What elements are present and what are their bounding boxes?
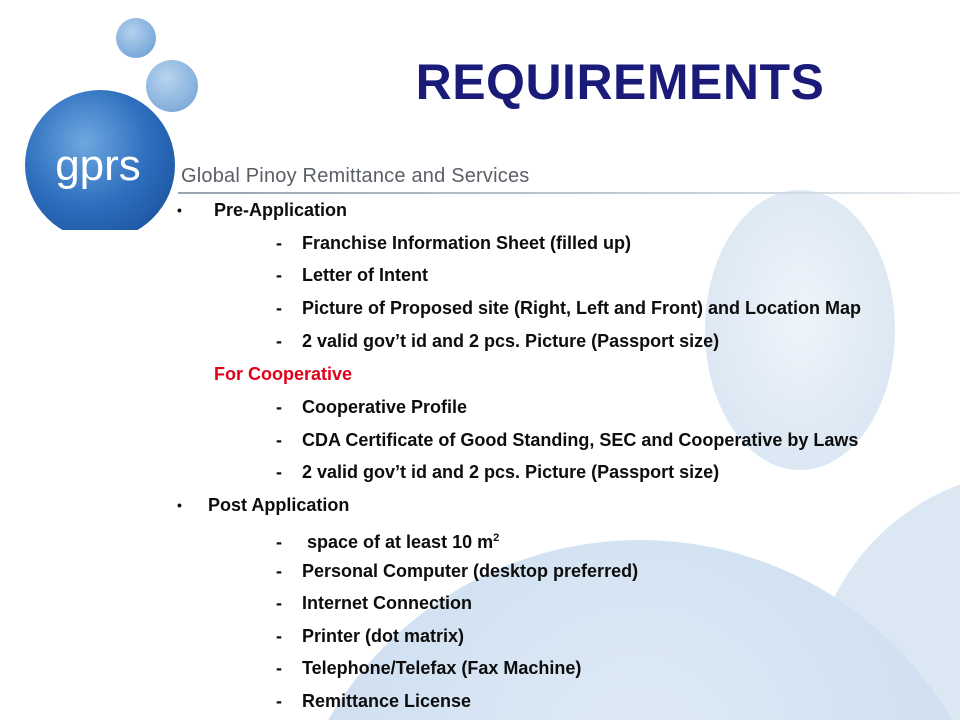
list-item xyxy=(276,264,428,286)
dash-marker: - xyxy=(276,397,282,417)
logo-mark-text: gprs xyxy=(55,141,141,190)
list-item-text: Internet Connection xyxy=(302,593,472,613)
list-item xyxy=(276,625,464,647)
list-item-text: Printer (dot matrix) xyxy=(302,626,465,646)
list-item-text: Telephone/Telefax (Fax Machine) xyxy=(302,658,582,678)
dash-marker: - xyxy=(276,593,282,613)
dash-marker: - xyxy=(276,561,282,581)
list-item-text: Letter of Intent xyxy=(302,265,428,285)
list-item-text: 2 valid gov’t id and 2 pcs. Picture (Passport size) xyxy=(302,331,720,351)
list-item xyxy=(276,560,638,582)
dash-marker: - xyxy=(276,532,282,552)
list-item-text: space of at least 10 m xyxy=(302,532,494,552)
page-title: REQUIREMENTS xyxy=(415,54,825,110)
list-item xyxy=(276,429,858,451)
list-item-text: CDA Certificate of Good Standing, SEC and Cooperative by Laws xyxy=(302,430,859,450)
bullet-marker: • xyxy=(177,202,182,218)
superscript-squared: 2 xyxy=(493,532,500,544)
list-item xyxy=(276,396,467,418)
list-item xyxy=(276,461,719,483)
bullet-marker: • xyxy=(177,497,182,513)
list-item xyxy=(276,657,581,679)
dash-marker: - xyxy=(276,658,282,678)
list-item-text: Franchise Information Sheet (filled up) xyxy=(302,233,632,253)
dash-marker: - xyxy=(276,691,282,711)
dash-marker: - xyxy=(276,233,282,253)
list-item xyxy=(276,527,499,553)
list-item xyxy=(276,330,719,352)
list-item-text: Personal Computer (desktop preferred) xyxy=(302,561,639,581)
list-item-text: 2 valid gov’t id and 2 pcs. Picture (Passport size) xyxy=(302,462,720,482)
dash-marker: - xyxy=(276,626,282,646)
logo-company-name: Global Pinoy Remittance and Services xyxy=(181,165,530,187)
dash-marker: - xyxy=(276,331,282,351)
list-item-text: Cooperative Profile xyxy=(302,397,468,417)
subsection-heading-for-cooperative: For Cooperative xyxy=(214,364,353,384)
section-heading-post-application: Post Application xyxy=(208,495,350,515)
list-item xyxy=(276,232,631,254)
dash-marker: - xyxy=(276,265,282,285)
section-heading-pre-application: Pre-Application xyxy=(214,200,348,220)
list-item xyxy=(276,297,861,319)
list-item xyxy=(276,690,471,712)
dash-marker: - xyxy=(276,462,282,482)
list-item-text: Picture of Proposed site (Right, Left and Front) and Location Map xyxy=(302,298,862,318)
dash-marker: - xyxy=(276,298,282,318)
list-item-text: Remittance License xyxy=(302,691,472,711)
dash-marker: - xyxy=(276,430,282,450)
list-item xyxy=(276,592,472,614)
